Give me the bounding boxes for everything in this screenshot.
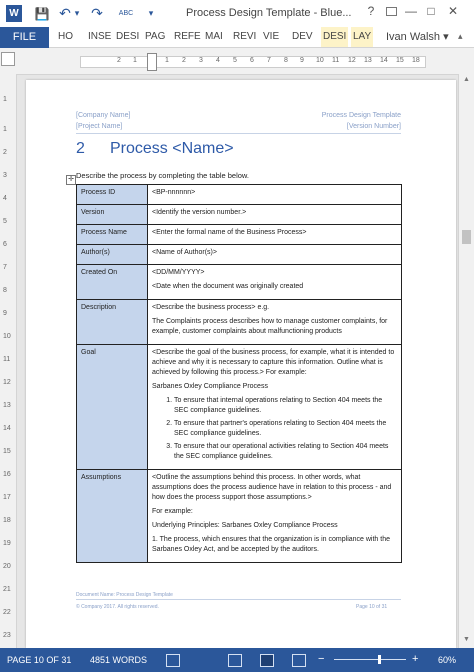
zoom-in-button[interactable]: + (412, 653, 419, 665)
table-row (77, 245, 402, 265)
horizontal-ruler[interactable] (0, 48, 474, 75)
goal-example-title: Sarbanes Oxley Compliance Process (152, 383, 268, 390)
vertical-ruler[interactable] (0, 74, 17, 648)
ruler-mark: 1 (165, 57, 169, 64)
collapse-ribbon-icon[interactable]: ▴ (458, 31, 463, 41)
table-row (77, 470, 402, 563)
footer-document-name: Document Name: Process Design Template (76, 592, 173, 598)
tab-table-design[interactable]: DESI (321, 27, 348, 47)
footer-page-number: Page 10 of 31 (356, 604, 388, 610)
ruler-mark: 1 (3, 96, 7, 103)
row-label: Process Name (77, 225, 148, 245)
zoom-slider[interactable] (334, 659, 406, 660)
ruler-mark: 20 (3, 563, 11, 570)
ruler-mark: 12 (348, 57, 356, 64)
created-on-note: <Date when the document was originally created (152, 283, 304, 290)
word-icon[interactable]: W (6, 5, 22, 22)
tab-design[interactable]: DESI (116, 31, 140, 42)
heading-text: Process <Name> (110, 140, 234, 157)
goal-cell[interactable] (148, 345, 402, 470)
list-item: 3. To ensure that our operational activities relating to Section 404 meets the SEC compliance guidelines. (174, 442, 397, 462)
header-version-number: [Version Number] (346, 123, 401, 130)
ruler-mark: 8 (284, 57, 288, 64)
version-cell[interactable]: <Identify the version number.> (148, 205, 402, 225)
redo-icon[interactable]: ↷ (91, 5, 103, 21)
table-row (77, 300, 402, 345)
zoom-out-button[interactable]: − (318, 653, 325, 665)
assumptions-example-label: For example: (152, 508, 193, 515)
table-row (77, 185, 402, 205)
close-button[interactable]: ✕ (447, 4, 459, 18)
spelling-icon[interactable]: ABC (118, 10, 134, 17)
ribbon-display-icon[interactable] (384, 4, 398, 20)
ruler-mark: 7 (3, 264, 7, 271)
table-row (77, 345, 402, 470)
row-label: Description (77, 300, 148, 345)
header-company-name: [Company Name] (76, 112, 131, 119)
ruler-mark: 2 (3, 149, 7, 156)
ruler-mark: 14 (380, 57, 388, 64)
ruler-mark: 3 (3, 172, 7, 179)
tab-references[interactable]: REFE (174, 31, 201, 42)
row-label: Process ID (77, 185, 148, 205)
tab-review[interactable]: REVI (233, 31, 257, 42)
row-label: Assumptions (77, 470, 148, 563)
read-mode-icon[interactable] (228, 654, 242, 667)
ruler-mark: 2 (117, 57, 121, 64)
ruler-mark: 4 (216, 57, 220, 64)
user-dropdown-icon: ▾ (443, 31, 449, 43)
assumptions-item: 1. The process, which ensures that the organization is in compliance with the Sarbanes Oxley Act, and be accepted by the auditors. (152, 536, 390, 553)
ruler-mark: 10 (316, 57, 324, 64)
word-count[interactable]: 4851 WORDS (90, 655, 148, 665)
tab-insert[interactable]: INSE (88, 31, 112, 42)
assumptions-cell[interactable] (148, 470, 402, 563)
assumptions-principles: Underlying Principles: Sarbanes Oxley Compliance Process (152, 522, 338, 529)
goal-list (152, 396, 397, 462)
table-row (77, 205, 402, 225)
minimize-button[interactable]: — (405, 4, 417, 18)
user-name: Ivan Walsh (386, 31, 441, 43)
help-button[interactable]: ? (367, 4, 375, 18)
undo-icon[interactable]: ↶ (59, 5, 71, 21)
ruler-mark: 4 (3, 195, 7, 202)
maximize-button[interactable]: □ (427, 4, 435, 18)
authors-cell[interactable]: <Name of Author(s)> (148, 245, 402, 265)
ruler-mark: 18 (412, 57, 420, 64)
ruler-mark: 15 (3, 448, 11, 455)
ruler-mark: 19 (3, 540, 11, 547)
assumptions-prompt: <Outline the assumptions behind this process. In other words, what assumptions does the process audience have in relation to this process - and how does the process support those assumptions.> (152, 474, 392, 501)
created-on-value: <DD/MM/YYYY> (152, 269, 205, 276)
scroll-thumb[interactable] (462, 230, 471, 244)
proofing-icon[interactable] (166, 654, 180, 667)
tab-view[interactable]: VIE (263, 31, 280, 42)
tab-developer[interactable]: DEV (292, 31, 313, 42)
tab-mailings[interactable]: MAI (205, 31, 223, 42)
scroll-down-icon[interactable]: ▼ (463, 636, 470, 643)
scroll-up-icon[interactable]: ▲ (463, 76, 470, 83)
section-heading (76, 140, 234, 158)
footer-copyright: © Company 2017. All rights reserved. (76, 604, 159, 610)
header-project-name: [Project Name] (76, 123, 123, 130)
user-account[interactable] (386, 27, 449, 47)
ruler-mark: 5 (3, 218, 7, 225)
undo-dropdown-icon[interactable]: ▾ (74, 8, 80, 18)
web-layout-icon[interactable] (292, 654, 306, 667)
ruler-mark: 3 (199, 57, 203, 64)
process-name-cell[interactable]: <Enter the formal name of the Business Process> (148, 225, 402, 245)
ruler-mark: 23 (3, 632, 11, 639)
ruler-mark: 11 (332, 57, 340, 64)
ruler-mark: 6 (3, 241, 7, 248)
ruler-mark: 14 (3, 425, 11, 432)
ruler-mark: 2 (182, 57, 186, 64)
document-page[interactable] (26, 80, 456, 648)
page-count[interactable]: PAGE 10 OF 31 (7, 655, 72, 665)
process-table (76, 184, 402, 563)
heading-number: 2 (76, 140, 85, 157)
description-prompt: <Describe the business process> e.g. (152, 304, 270, 311)
ruler-mark: 6 (250, 57, 254, 64)
row-label: Goal (77, 345, 148, 470)
ruler-mark: 9 (300, 57, 304, 64)
ruler-mark: 1 (133, 57, 137, 64)
ruler-mark: 5 (233, 57, 237, 64)
ruler-mark: 10 (3, 333, 11, 340)
ruler-mark: 7 (267, 57, 271, 64)
ruler-body (80, 56, 426, 68)
header-divider (76, 133, 401, 134)
description-cell[interactable] (148, 300, 402, 345)
zoom-level[interactable]: 60% (438, 655, 457, 665)
ruler-mark: 18 (3, 517, 11, 524)
vertical-scrollbar[interactable] (458, 74, 474, 648)
ruler-mark: 11 (3, 356, 11, 363)
ruler-mark: 22 (3, 609, 11, 616)
tab-home[interactable]: HO (58, 31, 73, 42)
ruler-mark: 1 (3, 126, 7, 133)
list-item: 1. To ensure that internal operations relating to Section 404 meets the SEC compliance guidelines. (174, 396, 397, 416)
tab-table-layout[interactable]: LAY (351, 27, 373, 47)
indent-marker[interactable] (147, 53, 157, 71)
header-template-name: Process Design Template (321, 112, 401, 119)
customize-quick-access-icon[interactable]: ▾ (148, 8, 154, 18)
row-label: Created On (77, 265, 148, 300)
ruler-mark: 12 (3, 379, 11, 386)
row-label: Version (77, 205, 148, 225)
table-row (77, 265, 402, 300)
tab-page-layout[interactable]: PAG (145, 31, 166, 42)
intro-text: Describe the process by completing the table below. (76, 171, 250, 180)
title-bar (0, 0, 474, 28)
ruler-mark: 13 (3, 402, 11, 409)
ruler-mark: 8 (3, 287, 7, 294)
window-title: Process Design Template - Blue... (186, 7, 352, 19)
goal-prompt: <Describe the goal of the business process, for example, what it is intended to achieve and why it is necessary to capture this information. Outline what is achieved by following this process.> For example: (152, 349, 395, 376)
process-id-cell[interactable]: <BP-nnnnnn> (148, 185, 402, 205)
status-bar (0, 648, 474, 672)
tab-file[interactable]: FILE (0, 27, 49, 48)
footer-divider (76, 599, 401, 600)
zoom-slider-handle[interactable] (378, 655, 381, 664)
ruler-mark: 21 (3, 586, 11, 593)
created-on-cell[interactable] (148, 265, 402, 300)
ruler-mark: 15 (396, 57, 404, 64)
ruler-mark: 13 (364, 57, 372, 64)
print-layout-icon[interactable] (260, 654, 274, 667)
ruler-toggle-icon[interactable] (1, 52, 15, 66)
ruler-mark: 16 (3, 471, 11, 478)
row-label: Author(s) (77, 245, 148, 265)
table-move-handle-icon[interactable]: ✛ (66, 175, 76, 185)
ruler-mark: 9 (3, 310, 7, 317)
description-example: The Complaints process describes how to manage customer complaints, for example, customer complaints about malfunctioning products (152, 318, 388, 335)
ruler-mark: 17 (3, 494, 11, 501)
list-item: 2. To ensure that partner's operations relating to Section 404 meets the SEC compliance guidelines. (174, 419, 397, 439)
save-icon[interactable]: 💾 (34, 6, 50, 21)
table-row (77, 225, 402, 245)
